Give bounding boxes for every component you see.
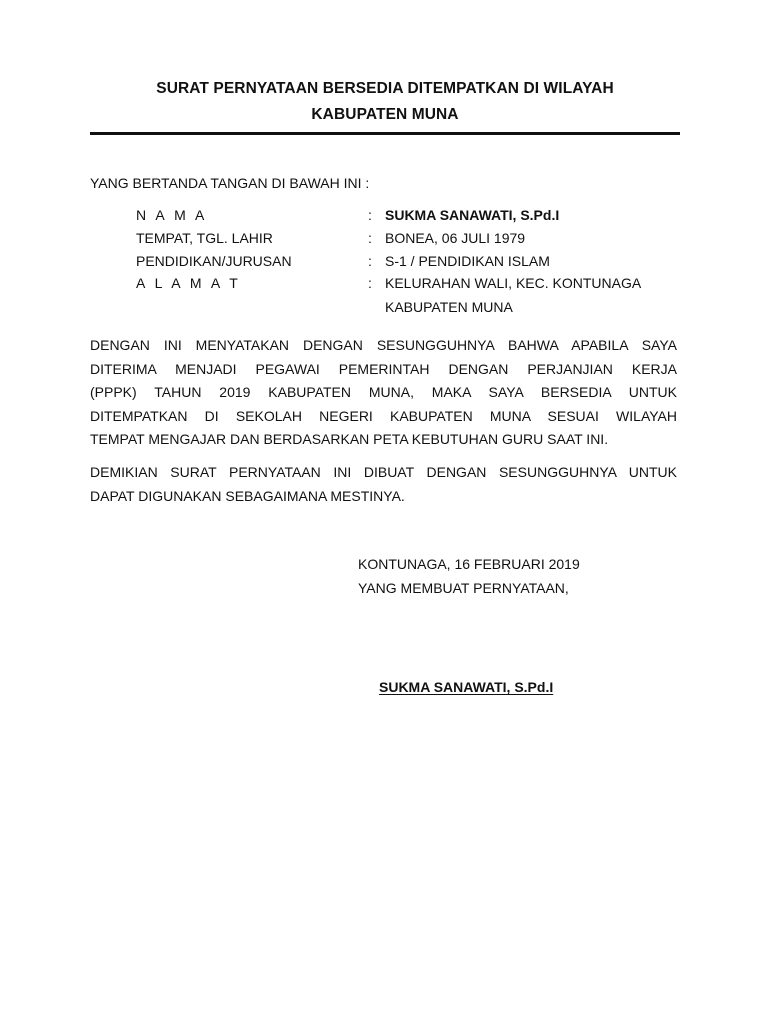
signer-name: SUKMA SANAWATI, S.Pd.I xyxy=(379,679,554,695)
field-value-nama: SUKMA SANAWATI, S.Pd.I xyxy=(385,207,560,223)
paragraph-line: DENGAN INI MENYATAKAN DENGAN SESUNGGUHNYA BAHWA APABILA SAYA xyxy=(90,337,677,353)
statement-maker-label: YANG MEMBUAT PERNYATAAN, xyxy=(358,580,569,596)
paragraph-line: DITEMPATKAN DI SEKOLAH NEGERI KABUPATEN MUNA SESUAI WILAYAH xyxy=(90,407,677,424)
document-title-line-1: SURAT PERNYATAAN BERSEDIA DITEMPATKAN DI WILAYAH xyxy=(156,80,614,97)
field-label-alamat: A L A M A T xyxy=(136,275,241,291)
paragraph-line: DEMIKIAN SURAT PERNYATAAN INI DIBUAT DENGAN SESUNGGUHNYA UNTUK xyxy=(90,464,677,480)
paragraph-line: TEMPAT MENGAJAR DAN BERDASARKAN PETA KEBUTUHAN GURU SAAT INI. xyxy=(90,431,609,447)
field-label-pendidikan: PENDIDIKAN/JURUSAN xyxy=(136,253,292,269)
field-value-alamat: KELURAHAN WALI, KEC. KONTUNAGA xyxy=(385,275,642,291)
field-label-tempat-tgl-lahir: TEMPAT, TGL. LAHIR xyxy=(136,230,273,246)
closing-paragraph xyxy=(90,461,677,508)
field-colon: : xyxy=(368,253,372,269)
paragraph-line: DAPAT DIGUNAKAN SEBAGAIMANA MESTINYA. xyxy=(90,487,405,504)
field-colon: : xyxy=(368,230,372,246)
field-value-alamat-line-2: KABUPATEN MUNA xyxy=(385,299,513,315)
field-colon: : xyxy=(368,207,372,223)
field-colon: : xyxy=(368,275,372,291)
place-and-date: KONTUNAGA, 16 FEBRUARI 2019 xyxy=(358,556,580,572)
paragraph-line: DITERIMA MENJADI PEGAWAI PEMERINTAH DENGAN PERJANJIAN KERJA xyxy=(90,360,677,377)
field-label-nama: N A M A xyxy=(136,207,208,223)
statement-paragraph xyxy=(90,334,677,452)
paragraph-line: (PPPK) TAHUN 2019 KABUPATEN MUNA, MAKA SAYA BERSEDIA UNTUK xyxy=(90,384,677,400)
field-value-tempat-tgl-lahir: BONEA, 06 JULI 1979 xyxy=(385,230,526,246)
intro-text: YANG BERTANDA TANGAN DI BAWAH INI : xyxy=(90,175,370,191)
document-title-line-2: KABUPATEN MUNA xyxy=(311,106,459,123)
title-divider xyxy=(90,132,680,135)
field-value-pendidikan: S-1 / PENDIDIKAN ISLAM xyxy=(385,253,550,269)
